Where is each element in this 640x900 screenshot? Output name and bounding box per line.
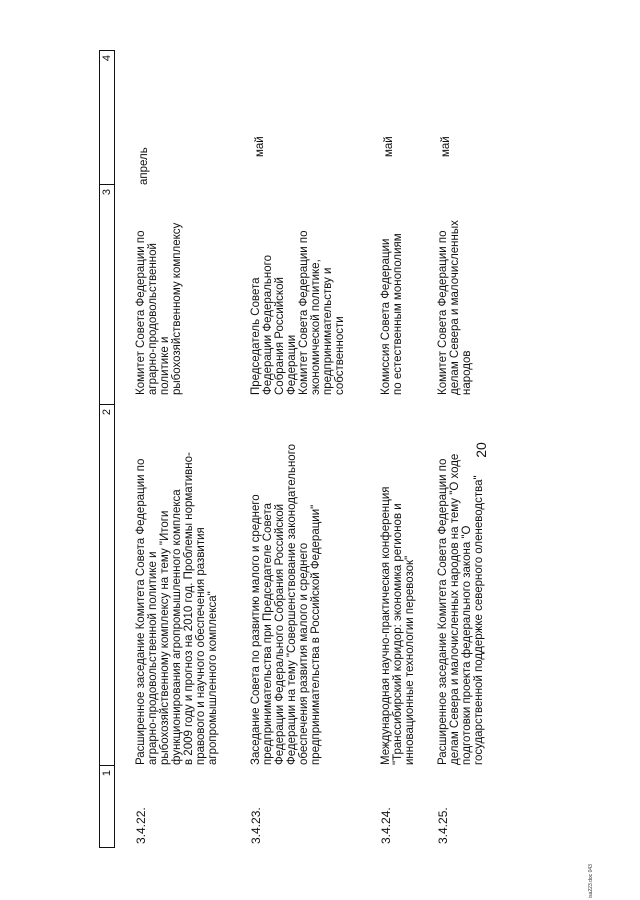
row-number: 3.4.22. [134, 807, 148, 844]
date-text: май [440, 136, 452, 157]
column-header-4: 4 [99, 50, 115, 185]
page-number: 20 [473, 442, 489, 458]
date-text: май [383, 136, 395, 157]
event-text: Расширенное заседание Комитета Совета Федерации по аграрно-продовольственной политике и рыбохозяйственному комплексу на тему "Итоги функционирования агропромышленного комплекса в 2009 году и прогноз на 2010 год. Проблемы нормативно- правового и научного обеспечения развития агропромышленного комплекса" [135, 452, 219, 765]
footer-code: isa223.doc 043 [588, 864, 594, 898]
row-number: 3.4.23. [249, 807, 263, 844]
row-number: 3.4.25. [436, 807, 450, 844]
date-text: апрель [138, 147, 150, 185]
event-text: Расширенное заседание Комитета Совета Федерации по делам Севера и малочисленных народов на тему "О ходе подготовки проекта федерального закона "О государственной поддержке северного оленеводства" [437, 453, 485, 765]
responsible-text: Комиссия Совета Федерации по естественным монополиям [380, 233, 404, 395]
responsible-text: Комитет Совета Федерации по аграрно-продовольственной политике и рыбохозяйственному комплексу [135, 222, 183, 395]
row-number: 3.4.24. [379, 807, 393, 844]
responsible-text: Комитет Совета Федерации по делам Севера и малочисленных народов [437, 220, 473, 395]
column-header-1: 1 [99, 765, 115, 848]
date-text: май [254, 136, 266, 157]
column-header-3: 3 [99, 184, 115, 405]
responsible-text: Председатель Совета Федерации Федерального Собрания Российской Федерации Комитет Совета Федерации по экономической политике, предпринимательству и собственности [250, 230, 346, 395]
column-header-2: 2 [99, 404, 115, 766]
event-text: Заседание Совета по развитию малого и среднего предпринимательства при Председателе Совета Федерации Федерального Собрания Российской Федерации на тему "Совершенствование законодательного обеспечения развития малого и среднего предпринимательства в Российской Федерации" [250, 443, 322, 765]
event-text: Международная научно-практическая конференция "Транссибирский коридор: экономика регионов и инновационные технологии перевозок" [380, 486, 416, 765]
